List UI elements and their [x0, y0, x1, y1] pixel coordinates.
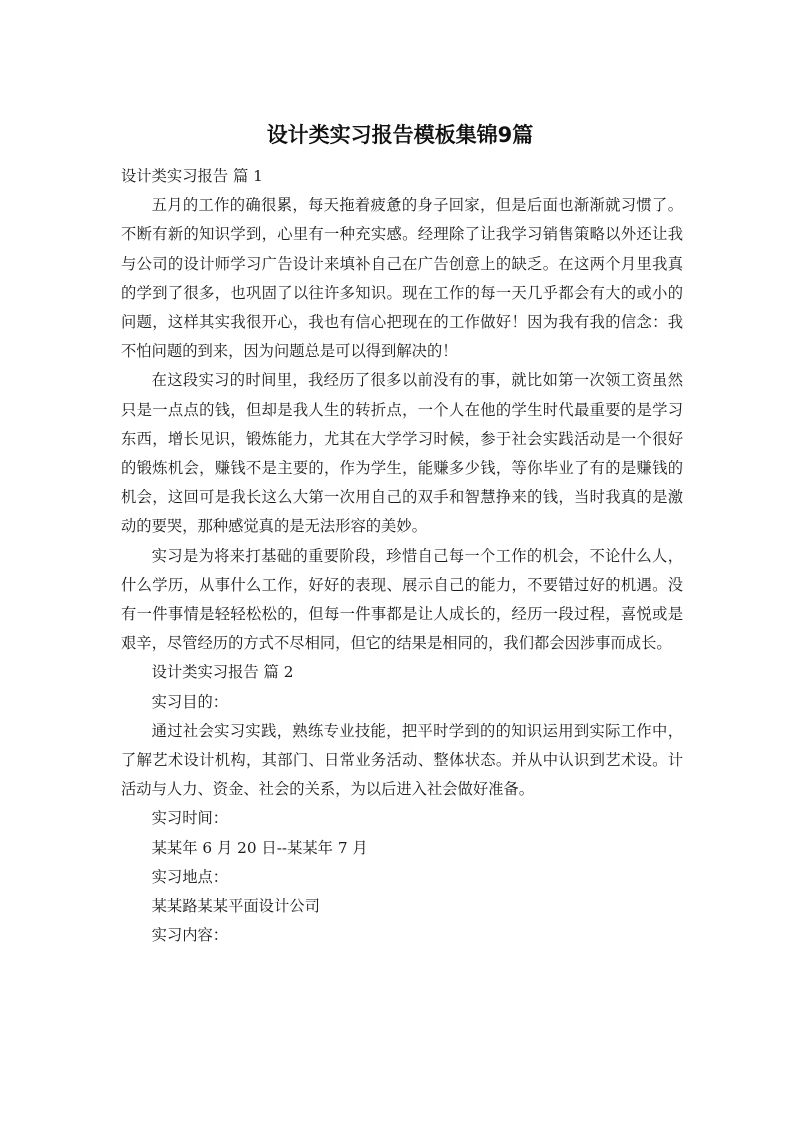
section-1-paragraph-1: 五月的工作的确很累，每天拖着疲惫的身子回家，但是后面也渐渐就习惯了。不断有新的知识学到，心里有一种充实感。经理除了让我学习销售策略以外还让我与公司的设计师学习广告设计来填补自己在广告创意上的缺乏。在这两个月里我真的学到了很多，也巩固了以往许多知识。现在工作的每一天几乎都会有大的或小的问题，这样其实我很开心，我也有信心把现在的工作做好！因为我有我的信念：我不怕问题的到来，因为问题总是可以得到解决的！ [121, 196, 683, 361]
document-title: 设计类实习报告模板集锦9篇 [266, 123, 534, 147]
document-body [121, 162, 683, 950]
internship-place-label: 实习地点： [151, 867, 229, 886]
internship-place-value: 某某路某某平面设计公司 [151, 897, 320, 916]
internship-purpose-label: 实习目的： [151, 692, 229, 711]
internship-purpose-text: 通过社会实习实践，熟练专业技能，把平时学到的的知识运用到实际工作中，了解艺术设计机构，其部门、日常业务活动、整体状态。并从中认识到艺术设。计活动与人力、资金、社会的关系，为以后进入社会做好准备。 [121, 721, 683, 799]
internship-time-label: 实习时间： [151, 809, 229, 828]
internship-content-label: 实习内容： [151, 926, 229, 945]
section-1-heading: 设计类实习报告 篇 1 [121, 167, 263, 185]
section-1-paragraph-3: 实习是为将来打基础的重要阶段，珍惜自己每一个工作的机会，不论什么人，什么学历，从事什么工作，好好的表现、展示自己的能力，不要错过好的机遇。没有一件事情是轻轻松松的，但每一件事都是让人成长的，经历一段过程，喜悦或是艰辛，尽管经历的方式不尽相同，但它的结果是相同的，我们都会因涉事而成长。 [121, 546, 683, 653]
section-2-heading: 设计类实习报告 篇 2 [151, 663, 294, 682]
section-1-paragraph-2: 在这段实习的时间里，我经历了很多以前没有的事，就比如第一次领工资虽然只是一点点的钱，但却是我人生的转折点，一个人在他的学生时代最重要的是学习东西，增长见识，锻炼能力，尤其在大学学习时候，参于社会实践活动是一个很好的锻炼机会，赚钱不是主要的，作为学生，能赚多少钱，等你毕业了有的是赚钱的机会，这回可是我长这么大第一次用自己的双手和智慧挣来的钱，当时我真的是激动的要哭，那种感觉真的是无法形容的美妙。 [121, 371, 683, 536]
internship-time-value: 某某年 6 月 20 日--某某年 7 月 [151, 838, 368, 857]
